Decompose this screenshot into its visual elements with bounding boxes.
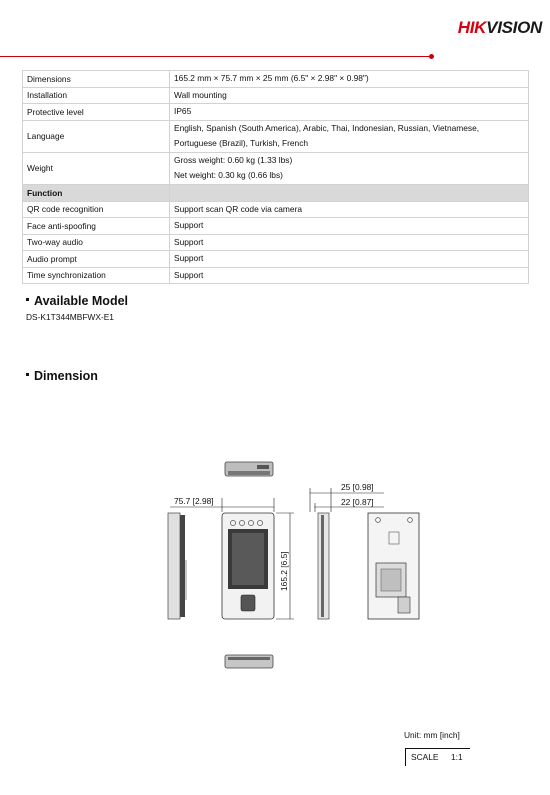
spec-label: Installation (23, 87, 170, 104)
spec-value-line: Support (174, 236, 204, 247)
spec-label: Time synchronization (23, 267, 170, 284)
top-view (225, 462, 273, 476)
spec-value-line: IP65 (174, 106, 192, 116)
hikvision-logo: HIKVISION (457, 18, 542, 37)
spec-value-line: Net weight: 0.30 kg (0.66 lbs) (174, 170, 283, 180)
depth2-label: 22 [0.87] (341, 497, 374, 507)
height-label: 165.2 [6.5] (279, 551, 289, 591)
width-dimension (170, 496, 274, 512)
spec-label: Protective level (23, 104, 170, 121)
spec-label: Two-way audio (23, 234, 170, 251)
spec-label: Dimensions (23, 71, 170, 88)
left-side-view (168, 513, 186, 619)
spec-value-line: English, Spanish (South America), Arabic, Thai, Indonesian, Russian, Vietnamese, (174, 122, 480, 133)
model-number: DS-K1T344MBFWX-E1 (26, 312, 114, 322)
spec-label: QR code recognition (23, 201, 170, 218)
bottom-view (225, 655, 273, 668)
spec-label: Weight (23, 152, 170, 184)
depth-label: 25 [0.98] (341, 482, 374, 492)
spec-section-title: Function (23, 184, 170, 201)
spec-label: Face anti-spoofing (23, 218, 170, 235)
spec-value-line: Wall mounting (174, 89, 227, 100)
dimension-heading: Dimension (26, 369, 98, 383)
right-side-view (318, 513, 329, 619)
scale-box (405, 748, 470, 766)
rear-view (368, 513, 419, 619)
spec-value-line: 165.2 mm × 75.7 mm × 25 mm (6.5" × 2.98" × 0.98") (174, 73, 369, 83)
spec-value-line: Support (174, 269, 204, 280)
spec-value-line: Portuguese (Brazil), Turkish, French (174, 138, 309, 148)
unit-note: Unit: mm [inch] (404, 730, 460, 740)
scale-label: SCALE (411, 752, 439, 762)
front-view (222, 513, 274, 619)
available-model-heading: Available Model (26, 294, 128, 308)
spec-value-line: Gross weight: 0.60 kg (1.33 lbs) (174, 154, 293, 165)
width-label: 75.7 [2.98] (174, 496, 214, 506)
depth-dimension (310, 482, 384, 512)
spec-value-line: Support scan QR code via camera (174, 203, 303, 214)
spec-value-line: Support (174, 253, 204, 263)
spec-label: Language (23, 120, 170, 152)
height-dimension (276, 513, 294, 619)
spec-label: Audio prompt (23, 251, 170, 268)
spec-value-line: Support (174, 220, 204, 230)
scale-value: 1:1 (451, 752, 463, 762)
